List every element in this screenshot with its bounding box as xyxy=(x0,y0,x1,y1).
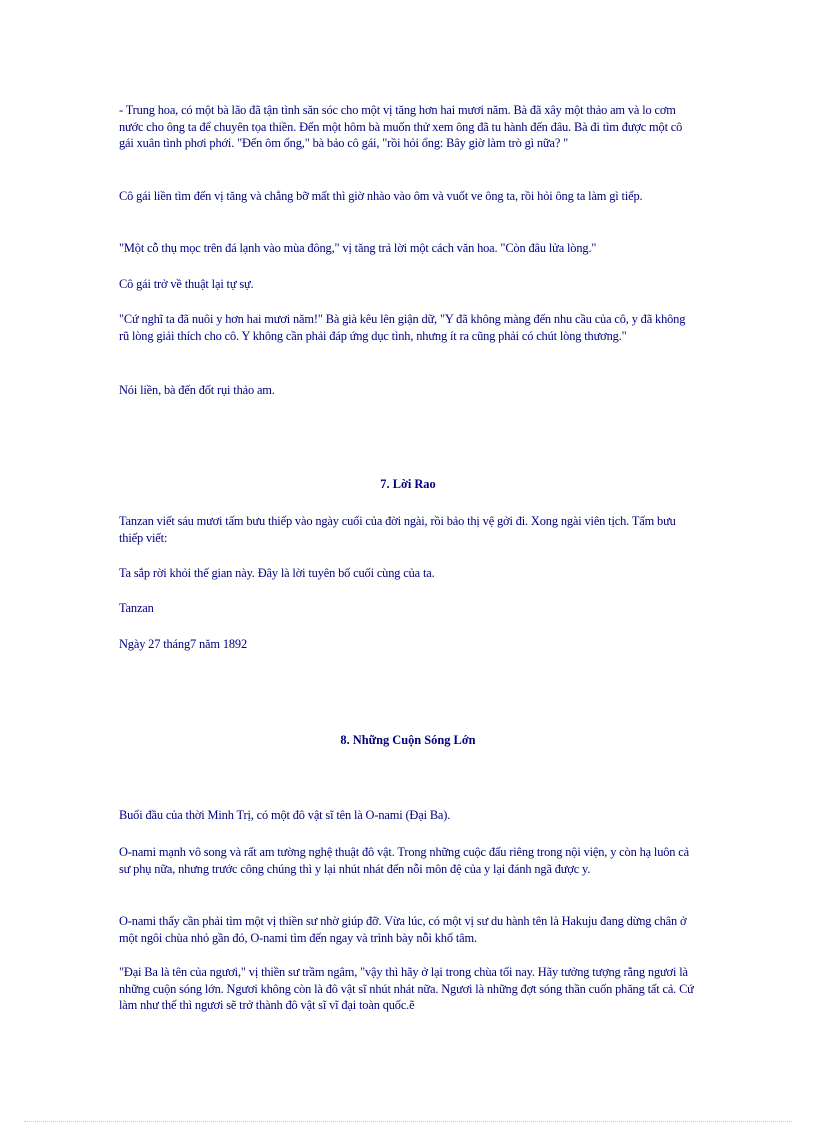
section-7-title: 7. Lời Rao xyxy=(380,477,436,491)
page-bottom-divider xyxy=(24,1121,792,1122)
paragraph-onami-strength: O-nami mạnh vô song và rất am tường nghệ thuật đô vật. Trong những cuộc đấu riêng trong nội viện, y còn hạ luôn cả sư phụ nữa, nhưng trước công chúng thì y lại nhút nhát đến nỗi môn đệ của y lại đánh ngã được y. xyxy=(119,845,689,876)
paragraph-onami-seeks-help: O-nami thấy cần phải tìm một vị thiền sư nhờ giúp đỡ. Vừa lúc, có một vị sư du hành tên là Hakuju đang dừng chân ở một ngôi chùa nhỏ gần đó, O-nami tìm đến ngay và trình bày nỗi khổ tâm. xyxy=(119,914,687,945)
paragraph-old-woman-anger: "Cứ nghĩ ta đã nuôi y hơn hai mươi năm!" Bà già kêu lên giận dữ, "Y đã không màng đến nhu cầu của cô, y đã không rũ lòng giải thích cho cô. Y không cần phải đáp ứng dục tình, nhưng ít ra cũng phải có chút lòng thương." xyxy=(119,312,686,343)
paragraph-onami-intro: Buổi đầu của thời Minh Trị, có một đô vật sĩ tên là O-nami (Đại Ba). xyxy=(119,808,451,822)
paragraph-burns-hut: Nói liền, bà đến đốt rụi thảo am. xyxy=(119,383,275,397)
paragraph-postcard-text: Ta sắp rời khỏi thế gian này. Đây là lời tuyên bố cuối cùng của ta. xyxy=(119,566,435,580)
paragraph-date: Ngày 27 tháng7 năm 1892 xyxy=(119,637,248,651)
paragraph-tanzan-postcards: Tanzan viết sáu mươi tấm bưu thiếp vào ngày cuối của đời ngài, rồi bảo thị vệ gởi đi. Xong ngài viên tịch. Tấm bưu thiếp viết: xyxy=(119,514,676,545)
paragraph-girl-returns: Cô gái trở về thuật lại tự sự. xyxy=(119,277,254,291)
paragraph-signature-tanzan: Tanzan xyxy=(119,601,154,615)
paragraph-master-advice: "Đại Ba là tên của ngươi," vị thiền sư trầm ngâm, "vậy thì hãy ở lại trong chùa tối nay. Hãy tưởng tượng rằng ngươi là những cuộn sóng lớn. Ngươi không còn là đô vật sĩ nhút nhát nữa. Ngươi là những đợt sóng thần cuốn phăng tất cả. Cứ làm như thế thì ngươi sẽ trở thành đô vật sĩ vĩ đại toàn quốc.ẽ xyxy=(119,965,694,1013)
paragraph-girl-visits-monk: Cô gái liền tìm đến vị tăng và chẳng bỡ mất thì giờ nhào vào ôm và vuốt ve ông ta, rồi hỏi ông ta làm gì tiếp. xyxy=(119,189,643,203)
paragraph-old-woman-story: - Trung hoa, có một bà lão đã tận tình săn sóc cho một vị tăng hơn hai mươi năm. Bà đã xây một thảo am và lo cơm nước cho ông ta để chuyên tọa thiền. Đến một hôm bà muốn thử xem ông đã tu hành đến đâu. Bà đi tìm được một cô gái xuân tình phơi phới. "Đến ôm ổng," bà bảo cô gái, "rồi hỏi ổng: Bây giờ làm trò gì nữa? " xyxy=(119,103,683,151)
paragraph-monk-reply: "Một cỗ thụ mọc trên đá lạnh vào mùa đông," vị tăng trả lời một cách văn hoa. "Còn đâu lửa lòng." xyxy=(119,241,597,255)
section-8-title: 8. Những Cuộn Sóng Lớn xyxy=(340,733,476,747)
